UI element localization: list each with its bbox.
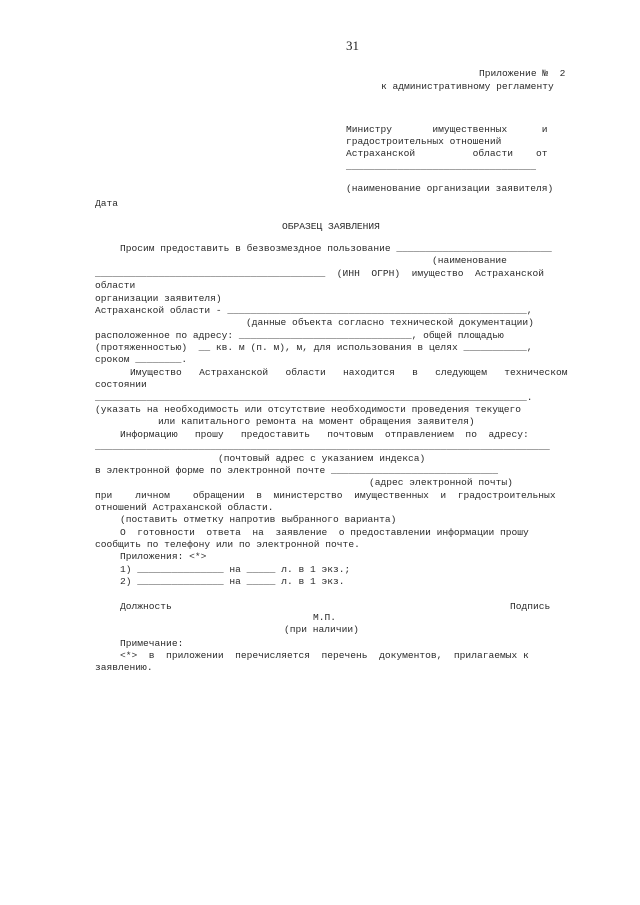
body-line: 2) _______________ на _____ л. в 1 экз. [120, 576, 345, 587]
body-line: организации заявителя) [95, 293, 222, 304]
body-line: Астраханской области - ____________________________________________________, [95, 305, 533, 316]
body-line: (почтовый адрес с указанием индекса) [218, 453, 426, 464]
page-number: 31 [346, 38, 359, 53]
addressee-line-1: Министру имущественных и [346, 124, 548, 135]
body-line: состоянии [95, 379, 147, 390]
body-line: ___________________________________________________________________________. [95, 392, 533, 403]
signature-label: Подпись [510, 601, 551, 612]
note-label: Примечание: [120, 638, 184, 649]
body-line: отношений Астраханской области. [95, 502, 274, 513]
addressee-line-5: (наименование организации заявителя) [346, 183, 554, 194]
appendix-line-2: к административному регламенту [381, 81, 554, 92]
body-line: (протяженностью) __ кв. м (п. м), м, для использования в целях ___________, [95, 342, 533, 353]
addressee-line-4: _________________________________ [346, 161, 536, 172]
body-line: Информацию прошу предоставить почтовым отправлением по адресу: [120, 429, 529, 440]
body-line: 1) _______________ на _____ л. в 1 экз.; [120, 564, 351, 575]
body-line: (поставить отметку напротив выбранного варианта) [120, 514, 397, 525]
body-line: _______________________________________________________________________________ [95, 441, 550, 452]
note-line-1: <*> в приложении перечисляется перечень документов, прилагаемых к [120, 650, 529, 661]
body-line: (данные объекта согласно технической документации) [246, 317, 534, 328]
body-line: Имущество Астраханской области находится в следующем техническом [130, 367, 568, 378]
stamp-note: (при наличии) [284, 624, 359, 635]
appendix-line-1: Приложение № 2 [479, 68, 566, 79]
stamp-label: М.П. [313, 612, 337, 623]
body-line: Приложения: <*> [120, 551, 207, 562]
form-title: ОБРАЗЕЦ ЗАЯВЛЕНИЯ [282, 221, 380, 232]
body-line: (указать на необходимость или отсутствие необходимости проведения текущего [95, 404, 522, 415]
body-line: или капитального ремонта на момент обращения заявителя) [158, 416, 475, 427]
body-line: Просим предоставить в безвозмездное пользование ___________________________ [120, 243, 552, 254]
body-line: области [95, 280, 136, 291]
body-line: (наименование [432, 255, 507, 266]
addressee-line-2: градостроительных отношений [346, 136, 502, 147]
body-line: при личном обращении в министерство имущественных и градостроительных [95, 490, 556, 501]
body-line: сроком ________. [95, 354, 188, 365]
note-line-2: заявлению. [95, 662, 153, 673]
date-label: Дата [95, 198, 119, 209]
body-line: ________________________________________ (ИНН ОГРН) имущество Астраханской [95, 268, 545, 279]
body-line: О готовности ответа на заявление о предоставлении информации прошу [120, 527, 529, 538]
position-label: Должность [120, 601, 172, 612]
body-line: в электронной форме по электронной почте _____________________________ [95, 465, 499, 476]
body-line: сообщить по телефону или по электронной почте. [95, 539, 360, 550]
addressee-line-3: Астраханской области от [346, 148, 548, 159]
body-line: расположенное по адресу: ______________________________, общей площадью [95, 330, 504, 341]
body-line: (адрес электронной почты) [369, 477, 513, 488]
